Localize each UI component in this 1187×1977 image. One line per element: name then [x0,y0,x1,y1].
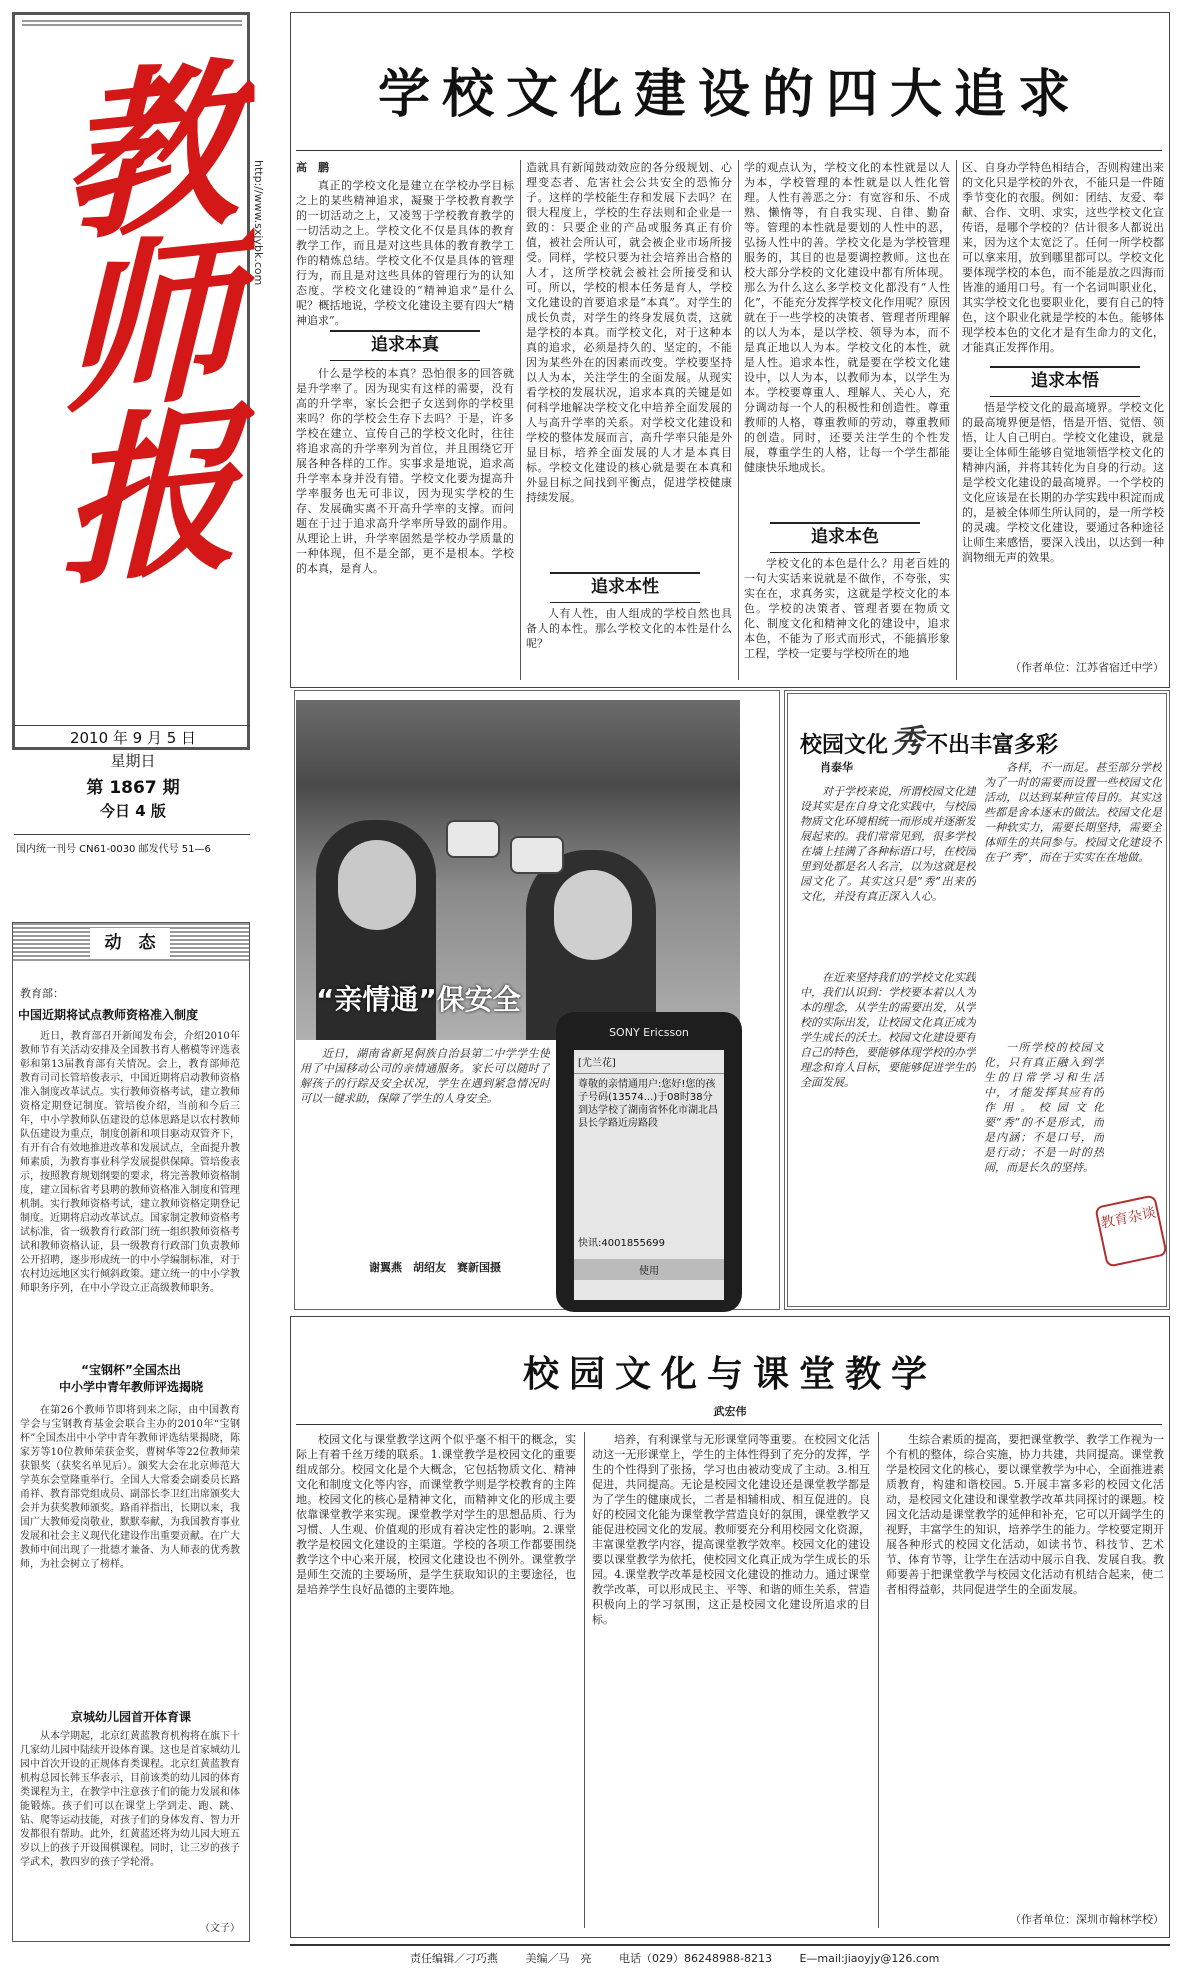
publication-codes: 国内统一刊号 CN61-0030 邮发代号 51—6 [16,844,211,855]
footer-rule [290,1944,1170,1946]
article2-body-col2b: 一所学校的校园文化，只有真正融入到学生的日常学习和生活中，才能发挥其应有的作用。校园文化要“秀”的不是形式，而是内涵；不是口号，而是行动；不是一时的热闹，而是长久的坚持。 [984,1041,1104,1174]
phone-screen [574,1050,724,1300]
news-section-title: 动 态 [90,928,170,958]
article3-col-divider-1 [584,1432,585,1928]
site-url[interactable]: http://www.sxjybk.com [252,160,265,286]
logo-text: 教师报 [31,48,240,587]
article2-stamp: 教育杂谈 [1094,1194,1168,1268]
article1-section-nature: 追求本性 [550,572,700,603]
photo-feature-body: 近日，湖南省新晃侗族自治县第二中学学生使用了中国移动公司的亲情通服务。家长可以随时了解孩子的行踪及安全状况，学生在遇到紧急情况时可以一键求助，保障了学生的人身安全。 [300,1047,550,1105]
student-left-face [338,840,416,930]
article3-col-divider-2 [878,1432,879,1928]
article1-section-nature-body: 人有人性，由人组成的学校自然也具备人的本性。那么学校文化的本性是什么呢？ [526,607,732,650]
news-item3-title[interactable]: 京城幼儿园首开体育课 [70,1710,191,1724]
article3-byline: （作者单位：深圳市翰林学校） [1010,1913,1164,1926]
phone-held-left [446,820,500,858]
news-item1-title[interactable]: 中国近期将试点教师资格准入制度 [18,1008,199,1022]
footer-email[interactable]: E—mail:jiaoyjy@126.com [799,1952,940,1965]
news-item3-source: （文子） [200,1923,240,1934]
footer [290,1950,1170,1966]
article3-col3: 生综合素质的提高，要把课堂教学、教学工作视为一个有机的整体，综合实施，协力共建，共同提高。课堂教学是校园文化的核心，要以课堂教学为中心，全面推进素质教育，构建和谐校园。5.开展丰富多彩的校园文化活动，是校园文化建设和课堂教学改革共同探讨的课题。校园文化活动是课堂教学的延伸和补充，它可以开阔学生的视野，丰富学生的知识，培养学生的能力。学校要定期开展各种形式的校园文化活动，如读书节、科技节、艺术节、体育节等，让学生在活动中展示自我、发展自我。教师要善于把课堂教学与校园文化活动有机结合起来，使二者相得益彰，共同促进学生的全面发展。 [886,1433,1164,1596]
photo-credits: 谢翼燕 胡绍友 赛新国摄 [369,1261,501,1274]
article1-col4: 区、自身办学特色相结合，否则构建出来的文化只是学校的外衣，不能只是一件随季节变化的衣服。例如：团结、友爱、奉献、合作、文明、求实，这些学校文化宣传语，是哪个学校的？估计很多人都说出来，因为这个太宽泛了。任何一所学校都可以拿来用，放到哪里都可以。学校文化要体现学校的本色，而不能是放之四海而皆准的通用口号。有一个名词叫职业化，其实学校文化也要职业化，要有自己的特色，这个职业化就是学校的本色。能够体现学校本色的文化才是有生命力的文化，才能真正发挥作用。 [962,161,1164,354]
news-item1-body: 近日，教育部召开新闻发布会，介绍2010年教师节有关活动安排及全国教书育人楷模等评选表彰和第13届教育部有关情况。会上，教育部师范教育司司长管培俊表示，中国近期将启动教师资格准入制度改革试点。实行教师资格考试，建立教师资格定期登记制度。管培俊介绍，当前和今后三年，中小学教师队伍建设的总体思路是以农村教师队伍建设为重点，制度创新和项目驱动双管齐下，有开有合有效地推进改革和发展试点，全面提升教师素质，为教育事业科学发展提供保障。管培俊表示，按照教育规划纲要的要求，将完善教师资格制度，建立国标省考县聘的教师资格准入制度和管理机制。实行教师资格考试，建立教师资格定期登记制度。近期将启动改革试点。国家制定教师资格考试标准，省一级教育行政部门统一组织教师资格考试和教师资格认证，县一级教育行政部门负责教师公开招聘，逐步形成统一的中小学编制标准，对于农村边远地区实行倾斜政策。建立统一的中小学教师职务序列，在中小学设立正高级教师职务。 [20,1031,240,1294]
phone-held-right [510,836,564,874]
article2-title-part-a: 校园文化 [800,733,889,758]
phone-closeup [556,1012,742,1312]
article2-title-show: 秀 [891,722,924,760]
article1-col-divider-2 [738,160,739,680]
page-count: 今日 4 版 [100,802,166,820]
phone-use-softkey[interactable]: 使用 [574,1259,724,1280]
article1-col2: 造就具有新闻鼓动效应的各分级规划、心理变态者、危害社会公共安全的恐怖分子。这样的学校能生存和发展下去吗？在很大程度上，学校的生存法则和企业是一致的：只要企业的产品或服务真正有价值，被社会所认可，就会被企业市场所接受。同样，学校只要为社会培养出合格的人才，这所学校就会被社会所接受和认可。所以，学校的根本任务是育人，学校文化建设的首要追求是“本真”。对学生的成长负责，对学生的终身发展负责，这就是学校的本真。而学校文化，对于这种本真的追求，必须是持久的、坚定的，不能因为某些外在的因素而改变。学校要坚持以人为本，关注学生的全面发展。从现实看学校的发展状况，追求本真的关键是如何科学地解决学校文化中培养全面发展的人与高升学率的关系。对学校文化建设和学校的整体发展而言，高升学率只能是外显目标，培养全面发展的人才是本真目标。学校文化建设的核心就是要在本真和外显目标之间找到平衡点，促进学校健康持续发展。 [526,161,732,504]
footer-designer: 美编／马 亮 [525,1952,592,1965]
phone-screen-header: [尤兰花] [574,1050,724,1074]
article1-section4-body: 悟是学校文化的最高境界。学校文化的最高境界便是悟，悟是开悟、觉悟、领悟，让人自己明白。学校文化建设，就是要让全体师生能够自觉地领悟学校文化的精神内涵，并将其转化为自身的行动。这是学校文化建设的最高境界。一个学校的文化应该是在长期的办学实践中积淀而成的，是被全体师生所认同的，是一所学校的灵魂。学校文化建设，要通过各种途径让师生来感悟，要深入浅出，以达到一种润物细无声的效果。 [962,401,1164,564]
article1-section-true-color-body: 学校文化的本色是什么？用老百姓的一句大实话来说就是不做作，不夸张，实实在在，求真务实，这就是学校文化的本色。学校的决策者、管理者要在物质文化、制度文化和精神文化的建设中，追求本色，不能为了形式而形式，不能搞形象工程，学校一定要与学校所在的地 [744,557,950,660]
article1-byline: （作者单位：江苏省宿迁中学） [1010,661,1164,674]
article2-body-col1: 对于学校来说，所谓校园文化建设其实是在自身文化实践中，与校园物质文化环境相统一而形成并逐渐发展起来的。我们常常见到，很多学校在墙上挂满了各种标语口号，在校园里到处都是名人名言，以为这就是校园文化了。其实这只是“秀”出来的文化，并没有真正深入人心。 [800,785,976,903]
news-item2-body: 在第26个教师节即将到来之际，由中国教育学会与宝钢教育基金会联合主办的2010年“宝钢杯”全国杰出中小学中青年教师评选结果揭晓，陈家芳等10位教师荣获金奖，曹树华等22位教师荣获银奖（获奖名单见后）。颁奖大会在北京师范大学英东会堂隆重举行。全国人大常委会副委员长路甬祥、教育部党组成员、副部长李卫红出席颁奖大会并为获奖教师颁奖。路甬祥指出，长期以来，我国广大教师爱岗敬业，默默奉献，为我国教育事业发展和社会主义现代化建设作出重要贡献。在广大教师中间出现了一批德才兼备、为人师表的优秀教师，为社会树立了榜样。 [20,1405,240,1570]
masthead-stripe [22,20,242,26]
article2-body-col1b: 在近来坚持我们的学校文化实践中，我们认识到：学校要本着以人为本的理念，从学生的需要出发，从学校的实际出发，让校园文化真正成为学生成长的沃土。校园文化建设要有自己的特色，要能够体现学校的办学理念和育人目标，要能够促进学生的全面发展。 [800,971,976,1089]
article3-title[interactable]: 校园文化与课堂教学 [522,1353,937,1395]
article1-section1-body: 什么是学校的本真？恐怕很多的回答就是升学率了。因为现实有这样的需要，没有高的升学率，家长会把子女送到你的学校里来吗？你的学校会生存下去吗？于是，许多学校在建立、宣传自己的学校文化时，往往将追求高的升学率列为首位，并且围绕它开展各种各样的工作。实事求是地说，追求高升学率本身并没有错。学校文化要为提高升学率服务也无可非议，因为现实学校的生存、发展确实离不开高升学率的支撑。而问题在于过于追求高升学率所导致的副作用。从理论上讲，升学率固然是学校办学质量的一种体现，但不是全部，更不是根本。学校的本真，是育人。 [296,367,514,575]
article1-title-rule [296,150,1162,151]
article1-section-authenticity: 追求本真 [330,330,480,361]
article2-title[interactable] [800,716,1160,762]
photo-caption-title: “亲情通”保安全 [316,983,521,1016]
article2-title-part-c: 不出丰富多彩 [926,733,1059,758]
phone-screen-hotline: 快讯:4001855699 [578,1238,665,1249]
article1-section-enlightenment: 追求本悟 [990,366,1140,397]
article1-section-true-color: 追求本色 [770,522,920,553]
article2-author: 肖泰华 [820,761,853,774]
article3-rule [296,1424,1162,1425]
phone-screen-message: 尊敬的亲情通用户:您好!您的孩子号码(13574...)于08时38分到达学校了湖南省怀化市湖北昌县长学路近房路段 [578,1079,718,1129]
article1-col-divider-3 [956,160,957,680]
logo [18,48,248,660]
footer-phone: 电话（029）86248988-8213 [619,1952,772,1965]
article1-col3: 学的观点认为，学校文化的本性就是以人为本，学校管理的本性就是以人性化管理。人性有善恶之分：有宽容和乐、不成熟、懒惰等，有自我实现、自律、勤奋等。管理的本性就是要划的人性中的恶，弘扬人性中的善。学校文化是为学校管理服务的，其目的也是要调控教师。这也在校大部分学校的文化建设中都有所体现。那么为什么这么多学校文化都没有“人性化”，不能充分发挥学校文化作用呢？原因就在于一些学校的决策者、管理者所理解的以人为本，是以学校、领导为本，而不是真正地以人为本。学校文化的本性，就是人性。追求本性，就是要在学校文化建设中，以人为本，以教师为本，以学生为本。学校要尊重人、理解人、关心人，充分调动每一个人的积极性和创造性。尊重教师的人格，尊重教师的劳动，尊重教师的创造。同时，还要关注学生的个性发展，尊重学生的人格，让每一个学生都能健康快乐地成长。 [744,161,950,474]
article1-author: 高 鹏 [296,161,329,174]
photo-students [296,700,740,1040]
article3-col2: 培养，有利课堂与无形课堂同等重要。在校园文化活动这一无形课堂上，学生的主体性得到了充分的发挥，学生的个性得到了张扬，学习也由被动变成了主动。3.相互促进，共同提高。无论是校园文化建设还是课堂教学都是为了学生的健康成长，二者是相辅相成、相互促进的。良好的校园文化能为课堂教学营造良好的氛围，课堂教学又能促进校园文化的发展。教师要充分利用校园文化资源，丰富课堂教学内容，提高课堂教学效率。校园文化的建设要以课堂教学为依托，使校园文化真正成为学生成长的乐园。4.课堂教学改革是校园文化建设的推动力。通过课堂教学改革，可以形成民主、平等、和谐的师生关系，营造积极向上的学习氛围，这正是校园文化建设所追求的目标。 [592,1433,870,1626]
article3-author: 武宏伟 [713,1405,747,1418]
news-source: 教育部： [20,987,64,1000]
article3-col1: 校园文化与课堂教学这两个似乎毫不相干的概念，实际上有着千丝万缕的联系。1.课堂教学是校园文化的重要组成部分。校园文化是个大概念，它包括物质文化、精神文化和制度文化等内容，而课堂教学则是学校教育的主阵地。校园文化的核心是精神文化，而精神文化的形成主要依靠课堂教学来实现。课堂教学对学生的思想品质、行为习惯、人生观、价值观的形成有着决定性的影响。2.课堂教学是校园文化建设的主渠道。学校的各项工作都要围绕教学这个中心来开展，校园文化建设也不例外。课堂教学是师生交流的主要场所，是学生获取知识的主要途径，也是培养学生良好品德的主要阵地。 [296,1433,576,1596]
issue-weekday: 星期日 [110,752,156,770]
footer-editor: 责任编辑／刁巧燕 [410,1952,498,1965]
issue-date: 2010 年 9 月 5 日 [69,729,197,747]
news-item2-title[interactable]: “宝钢杯”全国杰出 中小学中青年教师评选揭晓 [58,1363,203,1394]
article2-body-col2: 各样，不一而足。甚至部分学校为了一时的需要而设置一些校园文化活动，以达到某种宣传目的。其实这些都是舍本逐末的做法。校园文化是一种软实力，需要长期坚持，需要全体师生的共同参与。校园文化建设不在于“秀”，而在于实实在在地做。 [984,761,1162,864]
student-right-face [554,870,632,960]
phone-brand: SONY Ericsson [609,1026,689,1039]
article1-intro: 真正的学校文化是建立在学校办学目标之上的某些精神追求，凝聚于学校教育教学的一切活动之上，又凌驾于学校教育教学的一切活动之上。学校文化不仅是具体的教育教学工作，而且是对这些具体的教育教学工作的精炼总结。学校文化不仅是具体的管理行为，而且是对这些具体的管理行为的认知态度。学校文化建设的“精神追求”是什么呢？概括地说，学校文化建设主要有四大“精神追求”。 [296,179,514,326]
issue-number: 第 1867 期 [86,778,180,798]
article1-col-divider-1 [520,160,521,680]
article1-title[interactable]: 学校文化建设的四大追求 [377,65,1082,125]
news-item3-body: 从本学期起，北京红黄蓝教育机构将在旗下十几家幼儿园中陆续开设体育课。这也是首家城幼儿园中首次开设的正规体育类课程。北京红黄蓝教育机构总园长韩玉华表示，目前该类的幼儿园的体育类课程为主，在教学中注意孩子们的能力发展和体能锻炼。孩子们可以在课堂上学到走、跑、跳、钻、爬等运动技能，对孩子们的身体发育、智力开发都很有帮助。此外，红黄蓝还将为幼儿园大班五岁以上的孩子开设围棋课程。同时，让三岁的孩子学武术，教四岁的孩子学轮滑。 [20,1731,240,1868]
